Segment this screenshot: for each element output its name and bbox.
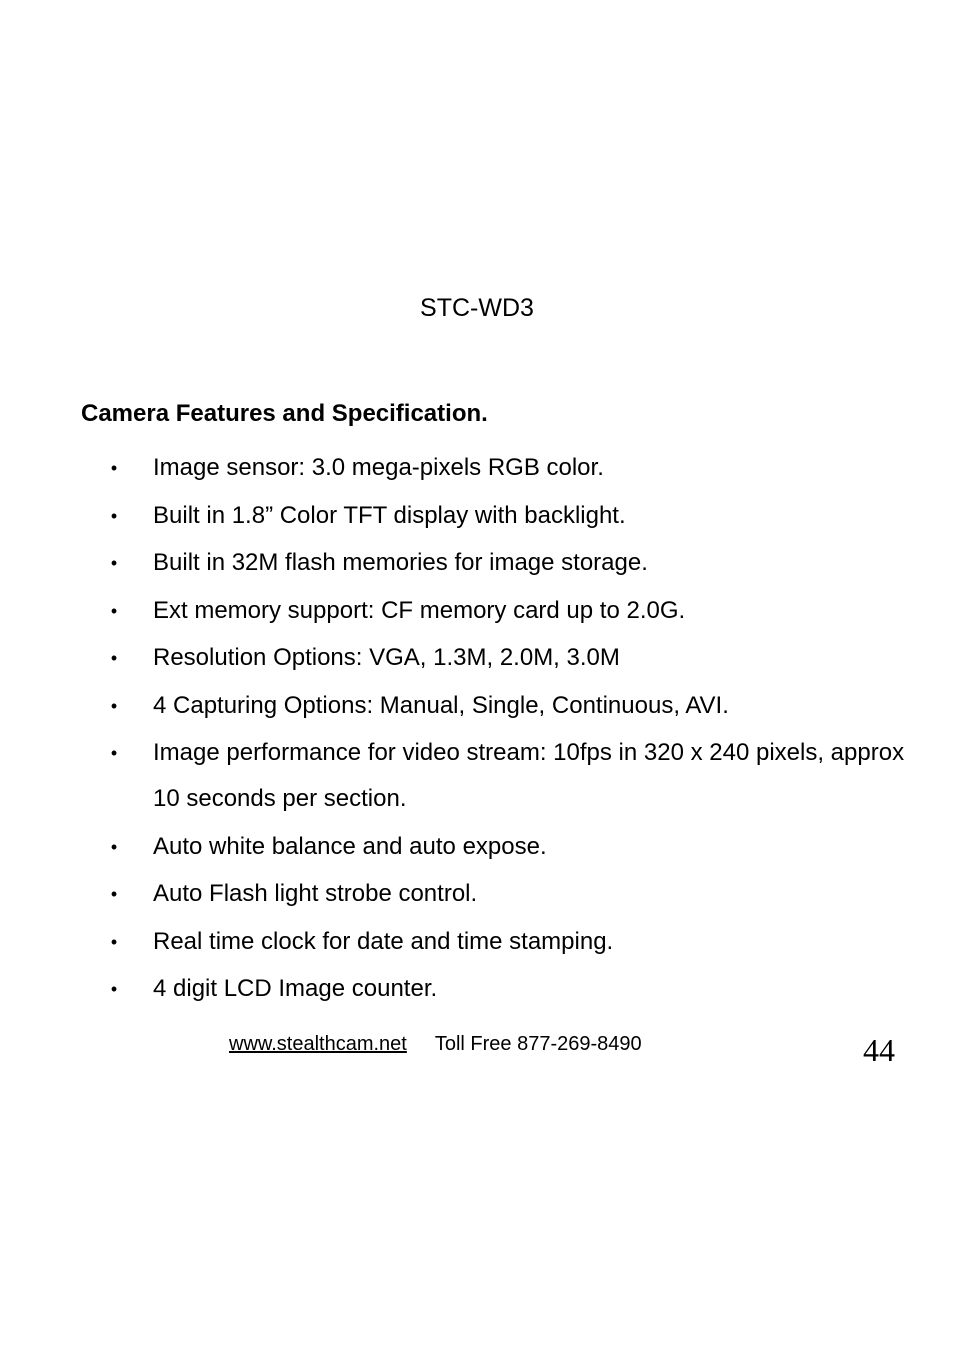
bullet-icon: • <box>110 648 118 668</box>
bullet-icon: • <box>110 931 118 952</box>
feature-item <box>0 540 954 586</box>
feature-list <box>0 445 954 1014</box>
bullet-icon: • <box>110 505 118 526</box>
page-number: 44 <box>863 1032 895 1068</box>
feature-item <box>0 445 954 491</box>
footer <box>229 1030 642 1058</box>
bullet-icon: • <box>110 600 118 621</box>
toll-free-number: Toll Free 877-269-8490 <box>434 1033 642 1055</box>
bullet-icon: • <box>110 458 118 478</box>
feature-text: Auto white balance and auto expose. <box>153 832 547 860</box>
bullet-icon: • <box>110 743 118 763</box>
feature-item <box>0 635 954 681</box>
website-link[interactable]: www.stealthcam.net <box>229 1033 407 1055</box>
feature-text: 4 Capturing Options: Manual, Single, Continuous, AVI. <box>153 691 729 719</box>
model-name: STC-WD3 <box>420 294 534 322</box>
bullet-icon: • <box>110 836 118 857</box>
feature-item <box>0 966 954 1012</box>
feature-text: Image performance for video stream: 10fps in 320 x 240 pixels, approx 10 seconds per section. <box>153 739 905 812</box>
feature-item <box>0 588 954 634</box>
feature-item <box>0 871 954 917</box>
bullet-icon: • <box>110 979 118 999</box>
bullet-icon: • <box>110 884 118 904</box>
feature-text: Built in 1.8” Color TFT display with backlight. <box>153 501 626 529</box>
feature-text: Resolution Options: VGA, 1.3M, 2.0M, 3.0M <box>153 644 620 671</box>
feature-text: Image sensor: 3.0 mega-pixels RGB color. <box>153 454 604 481</box>
feature-text: 4 digit LCD Image counter. <box>153 975 438 1002</box>
feature-item <box>0 730 954 822</box>
feature-text: Real time clock for date and time stamping. <box>153 927 614 955</box>
feature-item <box>0 919 954 965</box>
bullet-icon: • <box>110 695 118 716</box>
feature-text: Auto Flash light strobe control. <box>153 880 478 907</box>
feature-item <box>0 824 954 870</box>
feature-text: Built in 32M flash memories for image storage. <box>153 549 648 576</box>
section-heading: Camera Features and Specification. <box>81 400 488 427</box>
feature-text: Ext memory support: CF memory card up to 2.0G. <box>153 596 686 624</box>
bullet-icon: • <box>110 553 118 573</box>
feature-item <box>0 493 954 539</box>
feature-item <box>0 683 954 729</box>
